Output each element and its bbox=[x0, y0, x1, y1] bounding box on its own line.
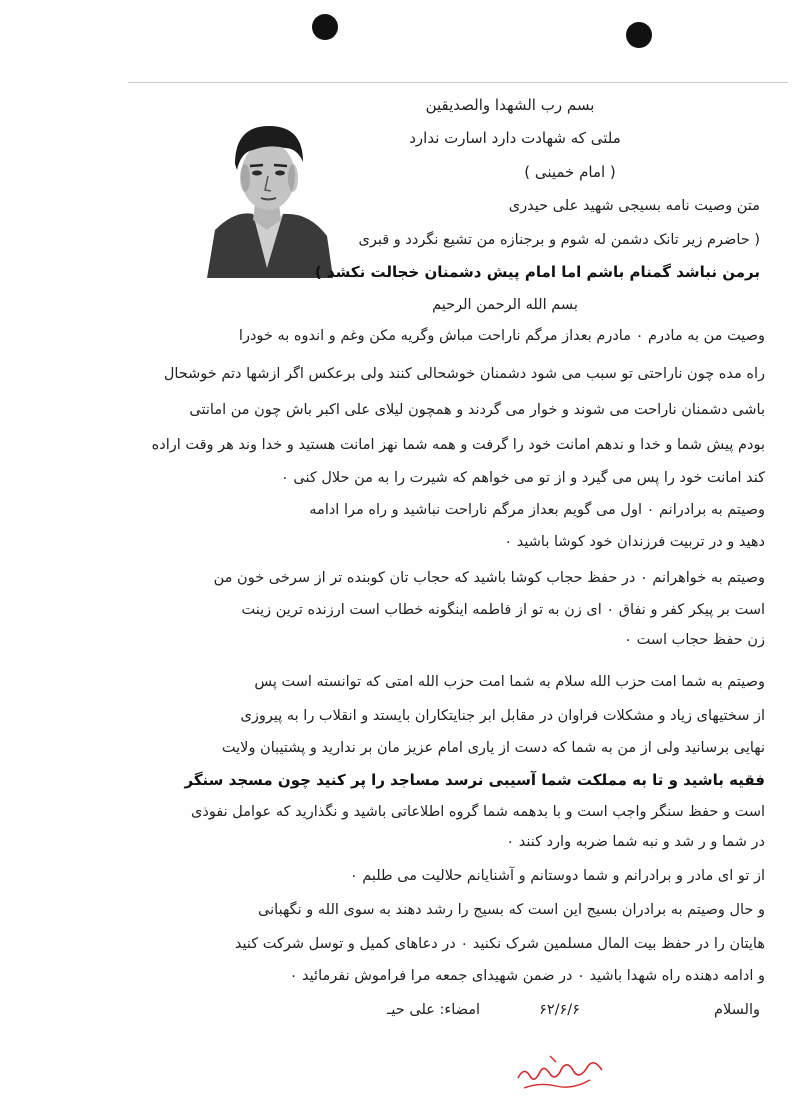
body-line: وصیتم به برادرانم ۰ اول می گویم بعداز مرگم ناراحت نباشید و راه مرا ادامه bbox=[309, 502, 765, 518]
portrait-photo bbox=[205, 118, 335, 278]
closing-salam: والسلام bbox=[713, 1002, 760, 1018]
body-line: راه مده چون ناراحتی تو سبب می شود دشمنان خوشحالی کنند ولی برعکس اگر ازشها دتم خوشحال bbox=[163, 366, 765, 382]
body-line: باشی دشمنان ناراحت می شوند و خوار می گردند و همچون لیلای علی اکبر باش چون من امانتی bbox=[189, 402, 765, 418]
body-line: از سختیهای زیاد و مشکلات فراوان در مقابل ابر جنایتکاران بایستد و انقلاب را به پیروزی bbox=[240, 708, 765, 724]
closing-signature-label: امضاء: علی حیـ bbox=[387, 1002, 480, 1018]
header-line-3: ( امام خمینی ) bbox=[524, 163, 616, 181]
body-line: وصیتم به شما امت حزب الله سلام به شما امت حزب الله امتی که توانسته است پس bbox=[254, 674, 765, 690]
body-line: از تو ای مادر و برادرانم و شما دوستانم و آشنایانم حلالیت می طلبم ۰ bbox=[349, 868, 765, 884]
body-line: فقیه باشید و تا به مملکت شما آسیبی نرسد مساجد را پر کنید چون مسجد سنگر bbox=[184, 771, 765, 789]
closing-date: ۶۲/۶/۶ bbox=[539, 1002, 580, 1018]
punch-hole-left bbox=[312, 14, 338, 40]
body-line: و ادامه دهنده راه شهدا باشید ۰ در ضمن شهیدای جمعه مرا فراموش نفرمائید ۰ bbox=[289, 968, 765, 984]
body-line: وصیتم به خواهرانم ۰ در حفظ حجاب کوشا باشید که حجاب تان کوبنده تر از سرخی خون من bbox=[213, 570, 765, 586]
body-line: کند امانت خود را پس می گیرد و از تو می خواهم که شیرت را به من حلال کنی ۰ bbox=[280, 470, 765, 486]
intro-line-2: برمن نباشد گمنام باشم اما امام پیش دشمنان خجالت نکشد ) bbox=[314, 263, 760, 281]
red-signature bbox=[510, 1048, 610, 1098]
body-line: دهید و در تربیت فرزندان خود کوشا باشید ۰ bbox=[504, 534, 765, 550]
punch-hole-right bbox=[626, 22, 652, 48]
header-line-1: بسم رب الشهدا والصدیقین bbox=[425, 96, 595, 114]
body-line: است بر پیکر کفر و نفاق ۰ ای زن به تو از فاطمه اینگونه خطاب است ارزنده ترین زینت bbox=[241, 602, 765, 618]
body-line: زن حفظ حجاب است ۰ bbox=[624, 632, 765, 648]
body-line: وصیت من به مادرم ۰ مادرم بعداز مرگم ناراحت مباش وگریه مکن وغم و اندوه به خودرا bbox=[238, 328, 765, 344]
body-line: و حال وصیتم به برادران بسیج این است که بسیج را رشد دهند به سوی الله و نگهبانی bbox=[258, 902, 765, 918]
intro-line-1: ( حاضرم زیر تانک دشمن له شوم و برجنازه من تشیع نگردد و قبری bbox=[358, 232, 760, 248]
body-line: در شما و ر شد و نبه شما ضربه وارد کنند ۰ bbox=[506, 834, 765, 850]
bismillah: بسم الله الرحمن الرحیم bbox=[432, 297, 578, 313]
body-line: نهایی برسانید ولی از من به شما که دست از یاری امام عزیز مان بر ندارید و پشتیبان ولایت bbox=[221, 740, 765, 756]
header-line-2: ملتی که شهادت دارد اسارت ندارد bbox=[409, 129, 621, 147]
document-title: متن وصیت نامه بسیجی شهید علی حیدری bbox=[508, 198, 760, 214]
body-line: است و حفظ سنگر واجب است و با بدهمه شما گروه اطلاعاتی باشید و نگذارید که عوامل نفوذی bbox=[191, 804, 765, 820]
body-line: هایتان را در حفظ بیت المال مسلمین شرک نکنید ۰ در دعاهای کمیل و توسل شرکت کنید bbox=[234, 936, 765, 952]
body-line: بودم پیش شما و خدا و ندهم امانت خود را گرفت و همه شما نهز امانت هستید و خدا وند هر وقت اراده bbox=[151, 437, 765, 453]
